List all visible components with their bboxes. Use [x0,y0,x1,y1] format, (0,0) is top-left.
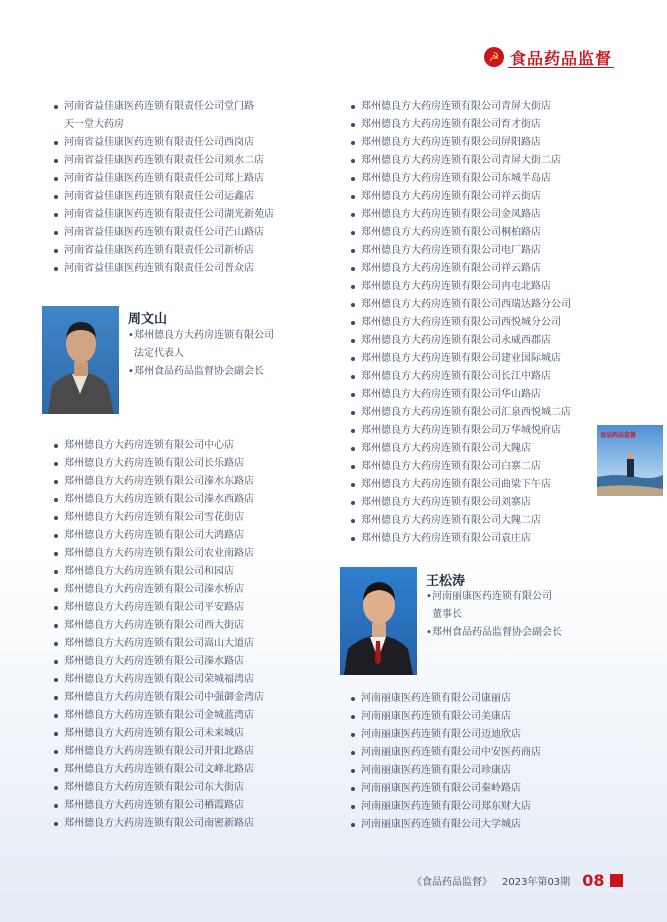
list-item: 郑州德良方大药房连锁有限公司东城半岛店 [351,170,571,188]
list-item: 郑州德良方大药房连锁有限公司白寨二店 [351,458,571,476]
list-item: 河南丽康医药连锁有限公司美康店 [351,708,541,726]
list-item: 郑州德良方大药房连锁有限公司大隗店 [351,440,571,458]
list-item: 郑州德良方大药房连锁有限公司开阳北路店 [54,743,264,761]
list-item: 河南丽康医药连锁有限公司康丽店 [351,690,541,708]
person-name-zhou: 周文山 [128,312,168,327]
role-item: • 郑州食品药品监督协会副会长 [426,624,562,642]
portrait-photo-wang [340,567,417,675]
list-item: 河南省益佳康医药连锁有限责任公司西岗店 [54,134,274,152]
list-item: 郑州德良方大药房连锁有限公司长江中路店 [351,368,571,386]
list-item: 郑州德良方大药房连锁有限公司育才街店 [351,116,571,134]
list-item: 河南省益佳康医药连锁有限责任公司新桥店 [54,242,274,260]
list-item: 郑州德良方大药房连锁有限公司屏阳路店 [351,134,571,152]
store-list-right-top [351,98,571,548]
list-item: 郑州德良方大药房连锁有限公司金凤路店 [351,206,571,224]
list-item: 郑州德良方大药房连锁有限公司桐柏路店 [351,224,571,242]
list-item: 郑州德良方大药房连锁有限公司栖霞路店 [54,797,264,815]
list-item: 郑州德良方大药房连锁有限公司未来城店 [54,725,264,743]
list-item: 郑州德良方大药房连锁有限公司金城蓝湾店 [54,707,264,725]
list-item: 郑州德良方大药房连锁有限公司大隗二店 [351,512,571,530]
list-item: 河南丽康医药连锁有限公司秦岭路店 [351,780,541,798]
list-item: 郑州德良方大药房连锁有限公司万华城悦府店 [351,422,571,440]
portrait-image [42,306,119,414]
list-item: 河南丽康医药连锁有限公司大学城店 [351,816,541,834]
list-item: 河南丽康医药连锁有限公司郑东财大店 [351,798,541,816]
footer-issue: 2023年第03期 [502,876,571,888]
list-item: 郑州德良方大药房连锁有限公司嵩山大道店 [54,635,264,653]
list-item: 郑州德良方大药房连锁有限公司文峰北路店 [54,761,264,779]
list-item: 郑州德良方大药房连锁有限公司刘寨店 [351,494,571,512]
list-item: 郑州德良方大药房连锁有限公司永威西郡店 [351,332,571,350]
list-item: 郑州德良方大药房连锁有限公司和园店 [54,563,264,581]
list-item: 河南省益佳康医药连锁有限责任公司堂门路 [54,98,274,116]
list-item: 郑州德良方大药房连锁有限公司中心店 [54,437,264,455]
list-item: 郑州德良方大药房连锁有限公司西瑞达路分公司 [351,296,571,314]
list-item: 郑州德良方大药房连锁有限公司汇泉西悦城二店 [351,404,571,422]
role-item: • 河南丽康医药连锁有限公司 [426,588,562,606]
list-item: 河南省益佳康医药连锁有限责任公司湖光新苑店 [54,206,274,224]
list-item: 郑州德良方大药房连锁有限公司华山路店 [351,386,571,404]
list-item: 河南省益佳康医药连锁有限责任公司普众店 [54,260,274,278]
footer-journal-name: 《食品药品监督》 [412,876,492,888]
list-item: 郑州德良方大药房连锁有限公司袁庄店 [351,530,571,548]
list-item-continuation: 天一堂大药房 [64,119,124,130]
list-item: 河南丽康医药连锁有限公司中安医药商店 [351,744,541,762]
list-item: 河南省益佳康医药连锁有限责任公司芒山路店 [54,224,274,242]
list-item: 河南省益佳康医药连锁有限责任公司运鑫店 [54,188,274,206]
page-marker-icon [610,874,623,887]
role-item-continuation: 法定代表人 [134,348,184,359]
portrait-photo-zhou [42,306,119,414]
list-item: 郑州德良方大药房连锁有限公司溱水东路店 [54,473,264,491]
list-item: 郑州德良方大药房连锁有限公司溱水路店 [54,653,264,671]
magazine-cover-thumbnail [597,425,663,496]
list-item: 郑州德良方大药房连锁有限公司雪花街店 [54,509,264,527]
store-list-left-bottom [54,437,264,833]
role-item: • 郑州德良方大药房连锁有限公司 [128,327,274,345]
list-item: 河南省益佳康医药连锁有限责任公司须水二店 [54,152,274,170]
list-item: 郑州德良方大药房连锁有限公司平安路店 [54,599,264,617]
header-divider [508,67,614,68]
list-item: 郑州德良方大药房连锁有限公司中强御金湾店 [54,689,264,707]
list-item: 郑州德良方大药房连锁有限公司冉屯北路店 [351,278,571,296]
list-item: 郑州德良方大药房连锁有限公司西悦城分公司 [351,314,571,332]
list-item: 郑州德良方大药房连锁有限公司大鸿路店 [54,527,264,545]
role-item: • 郑州食品药品监督协会副会长 [128,363,274,381]
party-emblem-icon: ☭ [484,47,504,67]
cover-caption: 食品药品监督 [600,432,637,439]
list-item: 河南丽康医药连锁有限公司迈迪欣店 [351,726,541,744]
list-item: 郑州德良方大药房连锁有限公司青屏大街店 [351,98,571,116]
list-item: 郑州德良方大药房连锁有限公司农业南路店 [54,545,264,563]
list-item: 郑州德良方大药房连锁有限公司溱水桥店 [54,581,264,599]
list-item: 郑州德良方大药房连锁有限公司溱水西路店 [54,491,264,509]
store-list-right-bottom [351,690,541,834]
page-number: 08 [582,870,605,890]
list-item: 郑州德良方大药房连锁有限公司南密新路店 [54,815,264,833]
person-roles-wang [426,588,562,642]
store-list-left-top [54,98,274,278]
list-item: 河南丽康医药连锁有限公司珍康店 [351,762,541,780]
list-item: 郑州德良方大药房连锁有限公司荣城福湾店 [54,671,264,689]
person-roles-zhou [128,327,274,381]
portrait-image [340,567,417,675]
magazine-title: 食品药品监督 [510,48,613,68]
page-footer [412,871,623,889]
person-name-wang: 王松涛 [426,574,466,589]
list-item: 郑州德良方大药房连锁有限公司祥云街店 [351,188,571,206]
list-item: 郑州德良方大药房连锁有限公司曲梁下午店 [351,476,571,494]
list-item: 郑州德良方大药房连锁有限公司青屏大街二店 [351,152,571,170]
list-item: 郑州德良方大药房连锁有限公司长乐路店 [54,455,264,473]
list-item: 郑州德良方大药房连锁有限公司东大街店 [54,779,264,797]
list-item: 河南省益佳康医药连锁有限责任公司郑上路店 [54,170,274,188]
role-item-continuation: 董事长 [432,609,462,620]
list-item: 郑州德良方大药房连锁有限公司电厂路店 [351,242,571,260]
list-item: 郑州德良方大药房连锁有限公司建业国际城店 [351,350,571,368]
list-item: 郑州德良方大药房连锁有限公司西大街店 [54,617,264,635]
list-item: 郑州德良方大药房连锁有限公司祥云路店 [351,260,571,278]
